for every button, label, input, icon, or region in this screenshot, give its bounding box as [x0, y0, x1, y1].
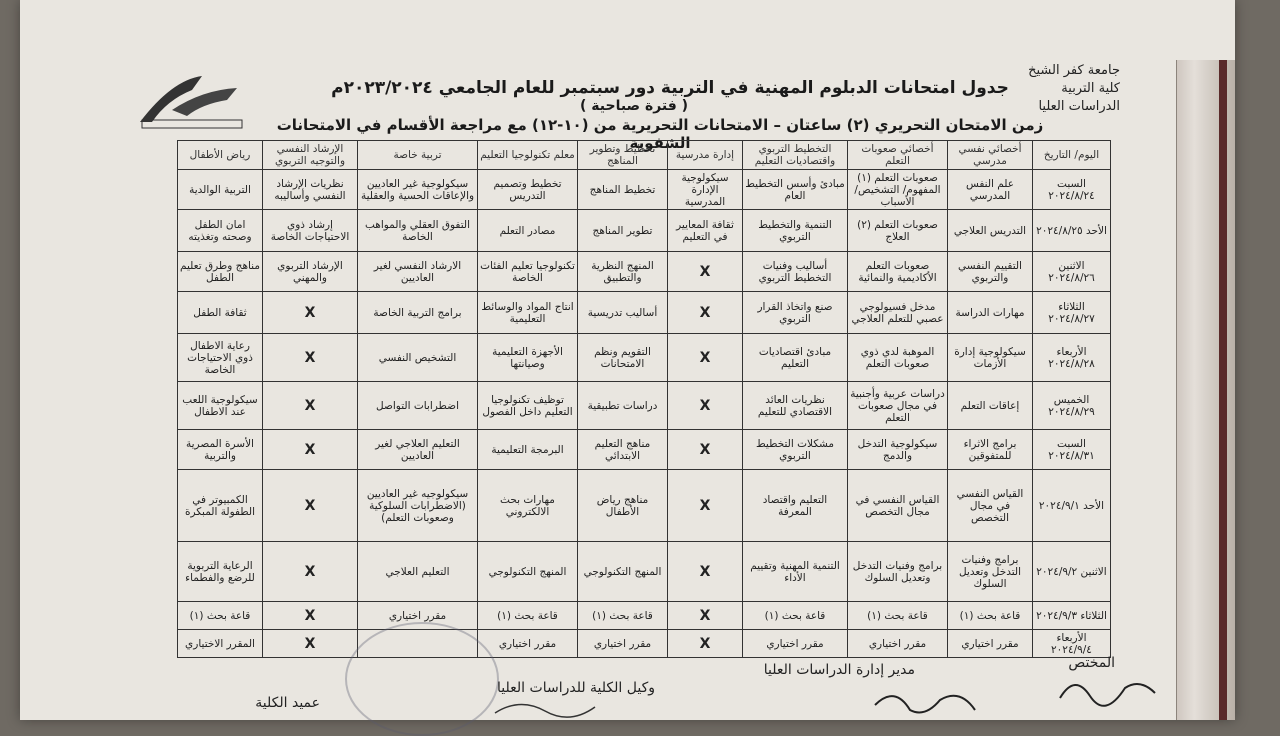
column-header: إدارة مدرسية — [668, 141, 743, 170]
course-cell: X — [668, 602, 743, 630]
course-cell: مبادئ وأسس التخطيط العام — [743, 170, 848, 210]
course-cell: تخطيط المناهج — [578, 170, 668, 210]
course-cell: المنهج التكنولوجي — [478, 542, 578, 602]
table-row — [178, 470, 1111, 542]
course-cell: برامج الاثراء للمتفوقين — [948, 430, 1033, 470]
course-cell: الموهبة لدي ذوي صعوبات التعلم — [848, 334, 948, 382]
course-cell: إعاقات التعلم — [948, 382, 1033, 430]
page-title: جدول امتحانات الدبلوم المهنية في التربية دور سبتمبر للعام الجامعي ٢٠٢٣/٢٠٢٤م — [331, 78, 1009, 98]
course-cell: مشكلات التخطيط التربوي — [743, 430, 848, 470]
course-cell: انتاج المواد والوسائط التعليمية — [478, 292, 578, 334]
column-header: رياض الأطفال — [178, 141, 263, 170]
course-cell: X — [668, 542, 743, 602]
course-cell: إرشاد ذوي الاحتياجات الخاصة — [263, 210, 358, 252]
day-date-cell: الثلاثاء ٢٠٢٤/٩/٣ — [1033, 602, 1111, 630]
course-cell: مناهج التعليم الابتدائي — [578, 430, 668, 470]
course-cell: التعليم العلاجي — [358, 542, 478, 602]
course-cell: الأسرة المصرية والتربية — [178, 430, 263, 470]
course-cell: الإرشاد التربوي والمهني — [263, 252, 358, 292]
course-cell: تكنولوجيا تعليم الفئات الخاصة — [478, 252, 578, 292]
course-cell: X — [263, 470, 358, 542]
course-cell: قاعة بحث (١) — [478, 602, 578, 630]
day-date-cell: الاثنين ٢٠٢٤/٨/٢٦ — [1033, 252, 1111, 292]
course-cell: المقرر الاختياري — [178, 630, 263, 658]
course-cell: نظريات الإرشاد النفسي وأساليبه — [263, 170, 358, 210]
course-cell: التعليم واقتصاد المعرفة — [743, 470, 848, 542]
course-cell: تطوير المناهج — [578, 210, 668, 252]
course-cell: صعوبات التعلم الأكاديمية والنمائية — [848, 252, 948, 292]
column-header: الإرشاد النفسي والتوجيه التربوي — [263, 141, 358, 170]
day-date-cell: الاثنين ٢٠٢٤/٩/٢ — [1033, 542, 1111, 602]
table-row — [178, 542, 1111, 602]
table-row — [178, 382, 1111, 430]
course-cell: دراسات تطبيقية — [578, 382, 668, 430]
course-cell: X — [263, 292, 358, 334]
course-cell: X — [668, 430, 743, 470]
day-date-cell: الأحد ٢٠٢٤/٩/١ — [1033, 470, 1111, 542]
specialist-label: المختص — [1068, 655, 1115, 671]
dean-label: عميد الكلية — [255, 695, 320, 711]
period-label: ( فترة صباحية ) — [580, 98, 689, 114]
course-cell: قاعة بحث (١) — [948, 602, 1033, 630]
column-header: أخصائي نفسي مدرسي — [948, 141, 1033, 170]
course-cell: الرعاية التربوية للرضع والفطماء — [178, 542, 263, 602]
university-header — [1028, 62, 1120, 116]
course-cell: مقرر اختياري — [948, 630, 1033, 658]
course-cell: X — [668, 334, 743, 382]
course-cell: المنهج التكنولوجي — [578, 542, 668, 602]
course-cell: X — [263, 430, 358, 470]
course-cell: صعوبات التعلم (٢) العلاج — [848, 210, 948, 252]
faculty-name: كلية التربية — [1061, 81, 1120, 96]
course-cell: X — [668, 252, 743, 292]
course-cell: أساليب وفنيات التخطيط التربوي — [743, 252, 848, 292]
course-cell: سيكولوجية التدخل والدمج — [848, 430, 948, 470]
course-cell: الكمبيوتر في الطفولة المبكرة — [178, 470, 263, 542]
table-row — [178, 292, 1111, 334]
course-cell: ثقافة المعايير في التعليم — [668, 210, 743, 252]
course-cell: اضطرابات التواصل — [358, 382, 478, 430]
manager-label: مدير إدارة الدراسات العليا — [763, 662, 915, 678]
course-cell: سيكولوجيه غير العاديين (الاضطرابات السلوكية وصعوبات التعلم) — [358, 470, 478, 542]
course-cell: التنمية المهنية وتقييم الأداء — [743, 542, 848, 602]
course-cell: مهارات الدراسة — [948, 292, 1033, 334]
vice-dean-signature — [490, 695, 600, 720]
university-name: جامعة كفر الشيخ — [1028, 63, 1120, 78]
table-row — [178, 430, 1111, 470]
vice-dean-label: وكيل الكلية للدراسات العليا — [497, 680, 655, 696]
course-cell: قاعة بحث (١) — [743, 602, 848, 630]
faculty-logo — [132, 70, 252, 130]
course-cell: X — [668, 630, 743, 658]
binder-edge — [1176, 60, 1235, 720]
specialist-signature — [1055, 668, 1165, 708]
course-cell: رعاية الاطفال ذوي الاحتياجات الخاصة — [178, 334, 263, 382]
column-header: أخصائي صعوبات التعلم — [848, 141, 948, 170]
course-cell: نظريات العائد الاقتصادي للتعليم — [743, 382, 848, 430]
course-cell: التقييم النفسي والتربوي — [948, 252, 1033, 292]
course-cell: صنع واتخاذ القرار التربوي — [743, 292, 848, 334]
course-cell: سيكولوجية إدارة الأزمات — [948, 334, 1033, 382]
course-cell: X — [668, 470, 743, 542]
exam-note: زمن الامتحان التحريري (٢) ساعتان – الامتحانات التحريرية من (١٠-١٢) مع مراجعة الأقسام في الامتحانات الشفوية — [276, 116, 1044, 152]
course-cell: سيكولوجية الإدارة المدرسية — [668, 170, 743, 210]
course-cell: قاعة بحث (١) — [178, 602, 263, 630]
day-date-cell: السبت ٢٠٢٤/٨/٣١ — [1033, 430, 1111, 470]
course-cell: التعليم العلاجي لغير العاديين — [358, 430, 478, 470]
document-paper — [20, 0, 1235, 720]
course-cell: برامج التربية الخاصة — [358, 292, 478, 334]
table-row — [178, 170, 1111, 210]
column-header: تربية خاصة — [358, 141, 478, 170]
course-cell: أساليب تدريسية — [578, 292, 668, 334]
exam-schedule-table — [177, 140, 1111, 658]
day-date-cell: الأربعاء ٢٠٢٤/٩/٤ — [1033, 630, 1111, 658]
day-date-cell: الثلاثاء ٢٠٢٤/٨/٢٧ — [1033, 292, 1111, 334]
day-date-cell: الخميس ٢٠٢٤/٨/٢٩ — [1033, 382, 1111, 430]
day-date-cell: السبت ٢٠٢٤/٨/٢٤ — [1033, 170, 1111, 210]
course-cell: البرمجة التعليمية — [478, 430, 578, 470]
day-date-cell: الأحد ٢٠٢٤/٨/٢٥ — [1033, 210, 1111, 252]
table-row — [178, 252, 1111, 292]
course-cell: X — [263, 542, 358, 602]
course-cell: علم النفس المدرسي — [948, 170, 1033, 210]
course-cell: التدريس العلاجي — [948, 210, 1033, 252]
course-cell: امان الطفل وصحته وتغذيته — [178, 210, 263, 252]
course-cell: المنهج النظرية والتطبيق — [578, 252, 668, 292]
column-header: معلم تكنولوجيا التعليم — [478, 141, 578, 170]
table-row — [178, 210, 1111, 252]
course-cell: برامج وفنيات التدخل وتعديل السلوك — [848, 542, 948, 602]
course-cell: X — [668, 292, 743, 334]
column-header: التخطيط التربوي واقتصاديات التعليم — [743, 141, 848, 170]
course-cell: التقويم ونظم الامتحانات — [578, 334, 668, 382]
course-cell: مقرر اختياري — [578, 630, 668, 658]
course-cell: تخطيط وتصميم التدريس — [478, 170, 578, 210]
course-cell: مبادئ اقتصاديات التعليم — [743, 334, 848, 382]
course-cell: مناهج وطرق تعليم الطفل — [178, 252, 263, 292]
course-cell: توظيف تكنولوجيا التعليم داخل الفصول — [478, 382, 578, 430]
course-cell: مقرر اختياري — [848, 630, 948, 658]
course-cell: سيكولوجية اللعب عند الاطفال — [178, 382, 263, 430]
table-row — [178, 334, 1111, 382]
official-stamp — [345, 622, 499, 736]
course-cell: قاعة بحث (١) — [848, 602, 948, 630]
course-cell: برامج وفنيات التدخل وتعديل السلوك — [948, 542, 1033, 602]
course-cell: دراسات عربية وأجنبية في مجال صعوبات التعلم — [848, 382, 948, 430]
course-cell: X — [263, 630, 358, 658]
course-cell: الأجهزة التعليمية وصيانتها — [478, 334, 578, 382]
course-cell: القياس النفسي في مجال التخصص — [848, 470, 948, 542]
course-cell: ثقافة الطفل — [178, 292, 263, 334]
table-row — [178, 630, 1111, 658]
course-cell: صعوبات التعلم (١) المفهوم/ التشخيص/ الأسباب — [848, 170, 948, 210]
column-header: اليوم/ التاريخ — [1033, 141, 1111, 170]
course-cell: مقرر اختياري — [478, 630, 578, 658]
course-cell: مهارات بحث الالكتروني — [478, 470, 578, 542]
course-cell: التشخيص النفسي — [358, 334, 478, 382]
manager-signature — [870, 680, 980, 720]
column-header: تخطيط وتطوير المناهج — [578, 141, 668, 170]
course-cell: سيكولوجية غير العاديين والإعاقات الحسية والعقلية — [358, 170, 478, 210]
course-cell: مناهج رياض الأطفال — [578, 470, 668, 542]
course-cell: مصادر التعلم — [478, 210, 578, 252]
department-name: الدراسات العليا — [1038, 99, 1120, 114]
course-cell: القياس النفسي في مجال التخصص — [948, 470, 1033, 542]
table-header-row — [178, 141, 1111, 170]
course-cell: X — [263, 382, 358, 430]
course-cell: مدخل فسيولوجي عصبي للتعلم العلاجي — [848, 292, 948, 334]
course-cell: التفوق العقلي والمواهب الخاصة — [358, 210, 478, 252]
course-cell: الارشاد النفسي لغير العاديين — [358, 252, 478, 292]
course-cell: X — [263, 334, 358, 382]
table-row — [178, 602, 1111, 630]
course-cell: قاعة بحث (١) — [578, 602, 668, 630]
course-cell: مقرر اختياري — [743, 630, 848, 658]
course-cell: التنمية والتخطيط التربوي — [743, 210, 848, 252]
course-cell: X — [263, 602, 358, 630]
course-cell: مقرر اختياري — [358, 602, 478, 630]
course-cell: التربية الوالدية — [178, 170, 263, 210]
course-cell: X — [668, 382, 743, 430]
day-date-cell: الأربعاء ٢٠٢٤/٨/٢٨ — [1033, 334, 1111, 382]
